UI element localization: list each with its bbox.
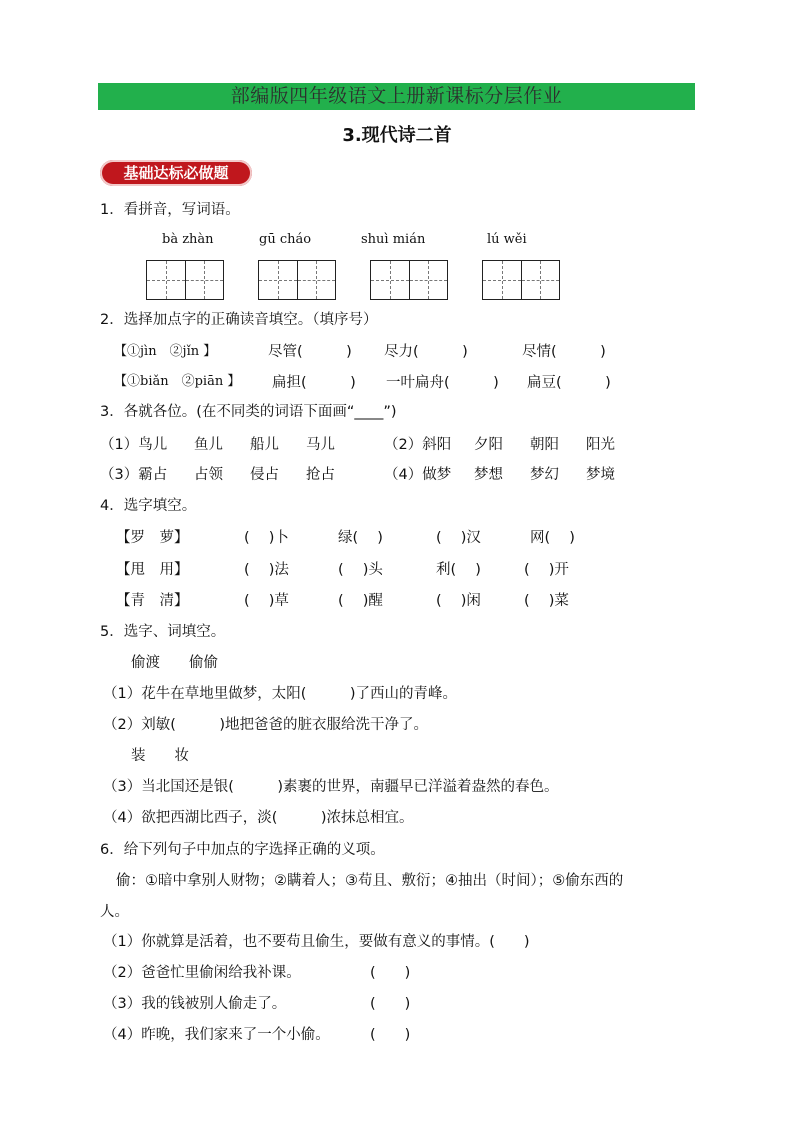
q1-writing-grid-3[interactable]: [370, 260, 448, 298]
q4-item: ( )闲: [436, 593, 481, 609]
q5-sentence-1: （1）花牛在草地里做梦，太阳( )了西山的青峰。: [103, 686, 458, 702]
q1-pinyin-3: shuì mián: [361, 232, 426, 247]
q6-definitions-line-2: 人。: [100, 904, 129, 920]
q4-item: ( )菜: [524, 593, 569, 609]
q4-stem: 4．选字填空。: [100, 498, 197, 514]
q2-options-1: 【①jìn ②jǐn 】: [114, 344, 217, 359]
q4-item: ( )汉: [436, 530, 481, 546]
q1-stem: 1．看拼音，写词语。: [100, 202, 240, 218]
q3-word: 梦想: [474, 467, 503, 483]
q2-item: 扁豆( ): [527, 375, 611, 391]
q4-item: 利( ): [436, 562, 481, 578]
q1-writing-grid-1[interactable]: [146, 260, 224, 298]
q6-sentence-2: （2）爸爸忙里偷闲给我补课。: [103, 965, 301, 981]
q4-item: ( )头: [338, 562, 383, 578]
q3-word: （2）斜阳: [384, 437, 452, 453]
q4-item: ( )开: [524, 562, 569, 578]
q6-answer-blank-3[interactable]: ( ): [370, 996, 411, 1012]
q3-stem: 3．各就各位。(在不同类的词语下面画“____”): [100, 404, 397, 420]
q3-word: 船儿: [250, 437, 279, 453]
q6-definitions-line-1: 偷：①暗中拿别人财物；②瞒着人；③苟且、敷衍；④抽出（时间）；⑤偷东西的: [116, 873, 624, 889]
q4-item: ( )草: [244, 593, 289, 609]
q6-answer-blank-2[interactable]: ( ): [370, 965, 411, 981]
q1-writing-grid-2[interactable]: [258, 260, 336, 298]
q4-item: 绿( ): [338, 530, 383, 546]
q4-options-2: 【甩 用】: [116, 562, 189, 578]
q1-writing-grid-4[interactable]: [482, 260, 560, 298]
q3-word: 阳光: [586, 437, 615, 453]
q2-item: 扁担( ): [272, 375, 356, 391]
q6-sentence-3: （3）我的钱被别人偷走了。: [103, 996, 287, 1012]
q5-stem: 5．选字、词填空。: [100, 624, 226, 640]
q5-sentence-2: （2）刘敏( )地把爸爸的脏衣服给洗干净了。: [103, 717, 429, 733]
q3-word: 朝阳: [530, 437, 559, 453]
q4-item: 网( ): [530, 530, 575, 546]
q4-item: ( )法: [244, 562, 289, 578]
q6-answer-blank-4[interactable]: ( ): [370, 1027, 411, 1043]
q3-word: 梦幻: [530, 467, 559, 483]
q3-word: 抢占: [306, 467, 335, 483]
q6-stem: 6．给下列句子中加点的字选择正确的义项。: [100, 842, 385, 858]
q2-item: 一叶扁舟( ): [386, 375, 499, 391]
q3-word: （4）做梦: [384, 467, 452, 483]
q1-pinyin-2: gū cháo: [259, 232, 312, 247]
q2-item: 尽管( ): [268, 344, 352, 360]
q3-word: 侵占: [250, 467, 279, 483]
q3-word: （1）鸟儿: [100, 437, 168, 453]
q2-item: 尽情( ): [522, 344, 606, 360]
q3-word: 鱼儿: [194, 437, 223, 453]
q5-sentence-3: （3）当北国还是银( )素裹的世界，南疆早已洋溢着盎然的春色。: [103, 779, 559, 795]
q1-pinyin-1: bà zhàn: [162, 232, 214, 247]
q5-word-group-1: 偷渡 偷偷: [131, 655, 218, 671]
q6-sentence-4: （4）昨晚，我们家来了一个小偷。: [103, 1027, 330, 1043]
q2-stem: 2．选择加点字的正确读音填空。（填序号）: [100, 312, 378, 328]
q6-sentence-1: （1）你就算是活着，也不要苟且偷生，要做有意义的事情。( ): [103, 934, 530, 950]
q3-word: 马儿: [306, 437, 335, 453]
q4-item: ( )卜: [244, 530, 289, 546]
q4-options-3: 【青 清】: [116, 593, 189, 609]
q4-options-1: 【罗 萝】: [116, 530, 189, 546]
q5-word-group-2: 装 妆: [131, 748, 189, 764]
q1-pinyin-4: lú wěi: [487, 232, 527, 247]
q3-word: （3）霸占: [100, 467, 168, 483]
q3-word: 梦境: [586, 467, 615, 483]
section-badge: 基础达标必做题: [100, 160, 252, 186]
q2-options-2: 【①biǎn ②piān 】: [114, 374, 241, 389]
q5-sentence-4: （4）欲把西湖比西子，淡( )浓抹总相宜。: [103, 810, 414, 826]
q3-word: 夕阳: [474, 437, 503, 453]
q3-word: 占领: [194, 467, 223, 483]
q2-item: 尽力( ): [384, 344, 468, 360]
worksheet-banner: 部编版四年级语文上册新课标分层作业: [98, 83, 695, 110]
q4-item: ( )醒: [338, 593, 383, 609]
lesson-title: 3.现代诗二首: [342, 125, 452, 146]
